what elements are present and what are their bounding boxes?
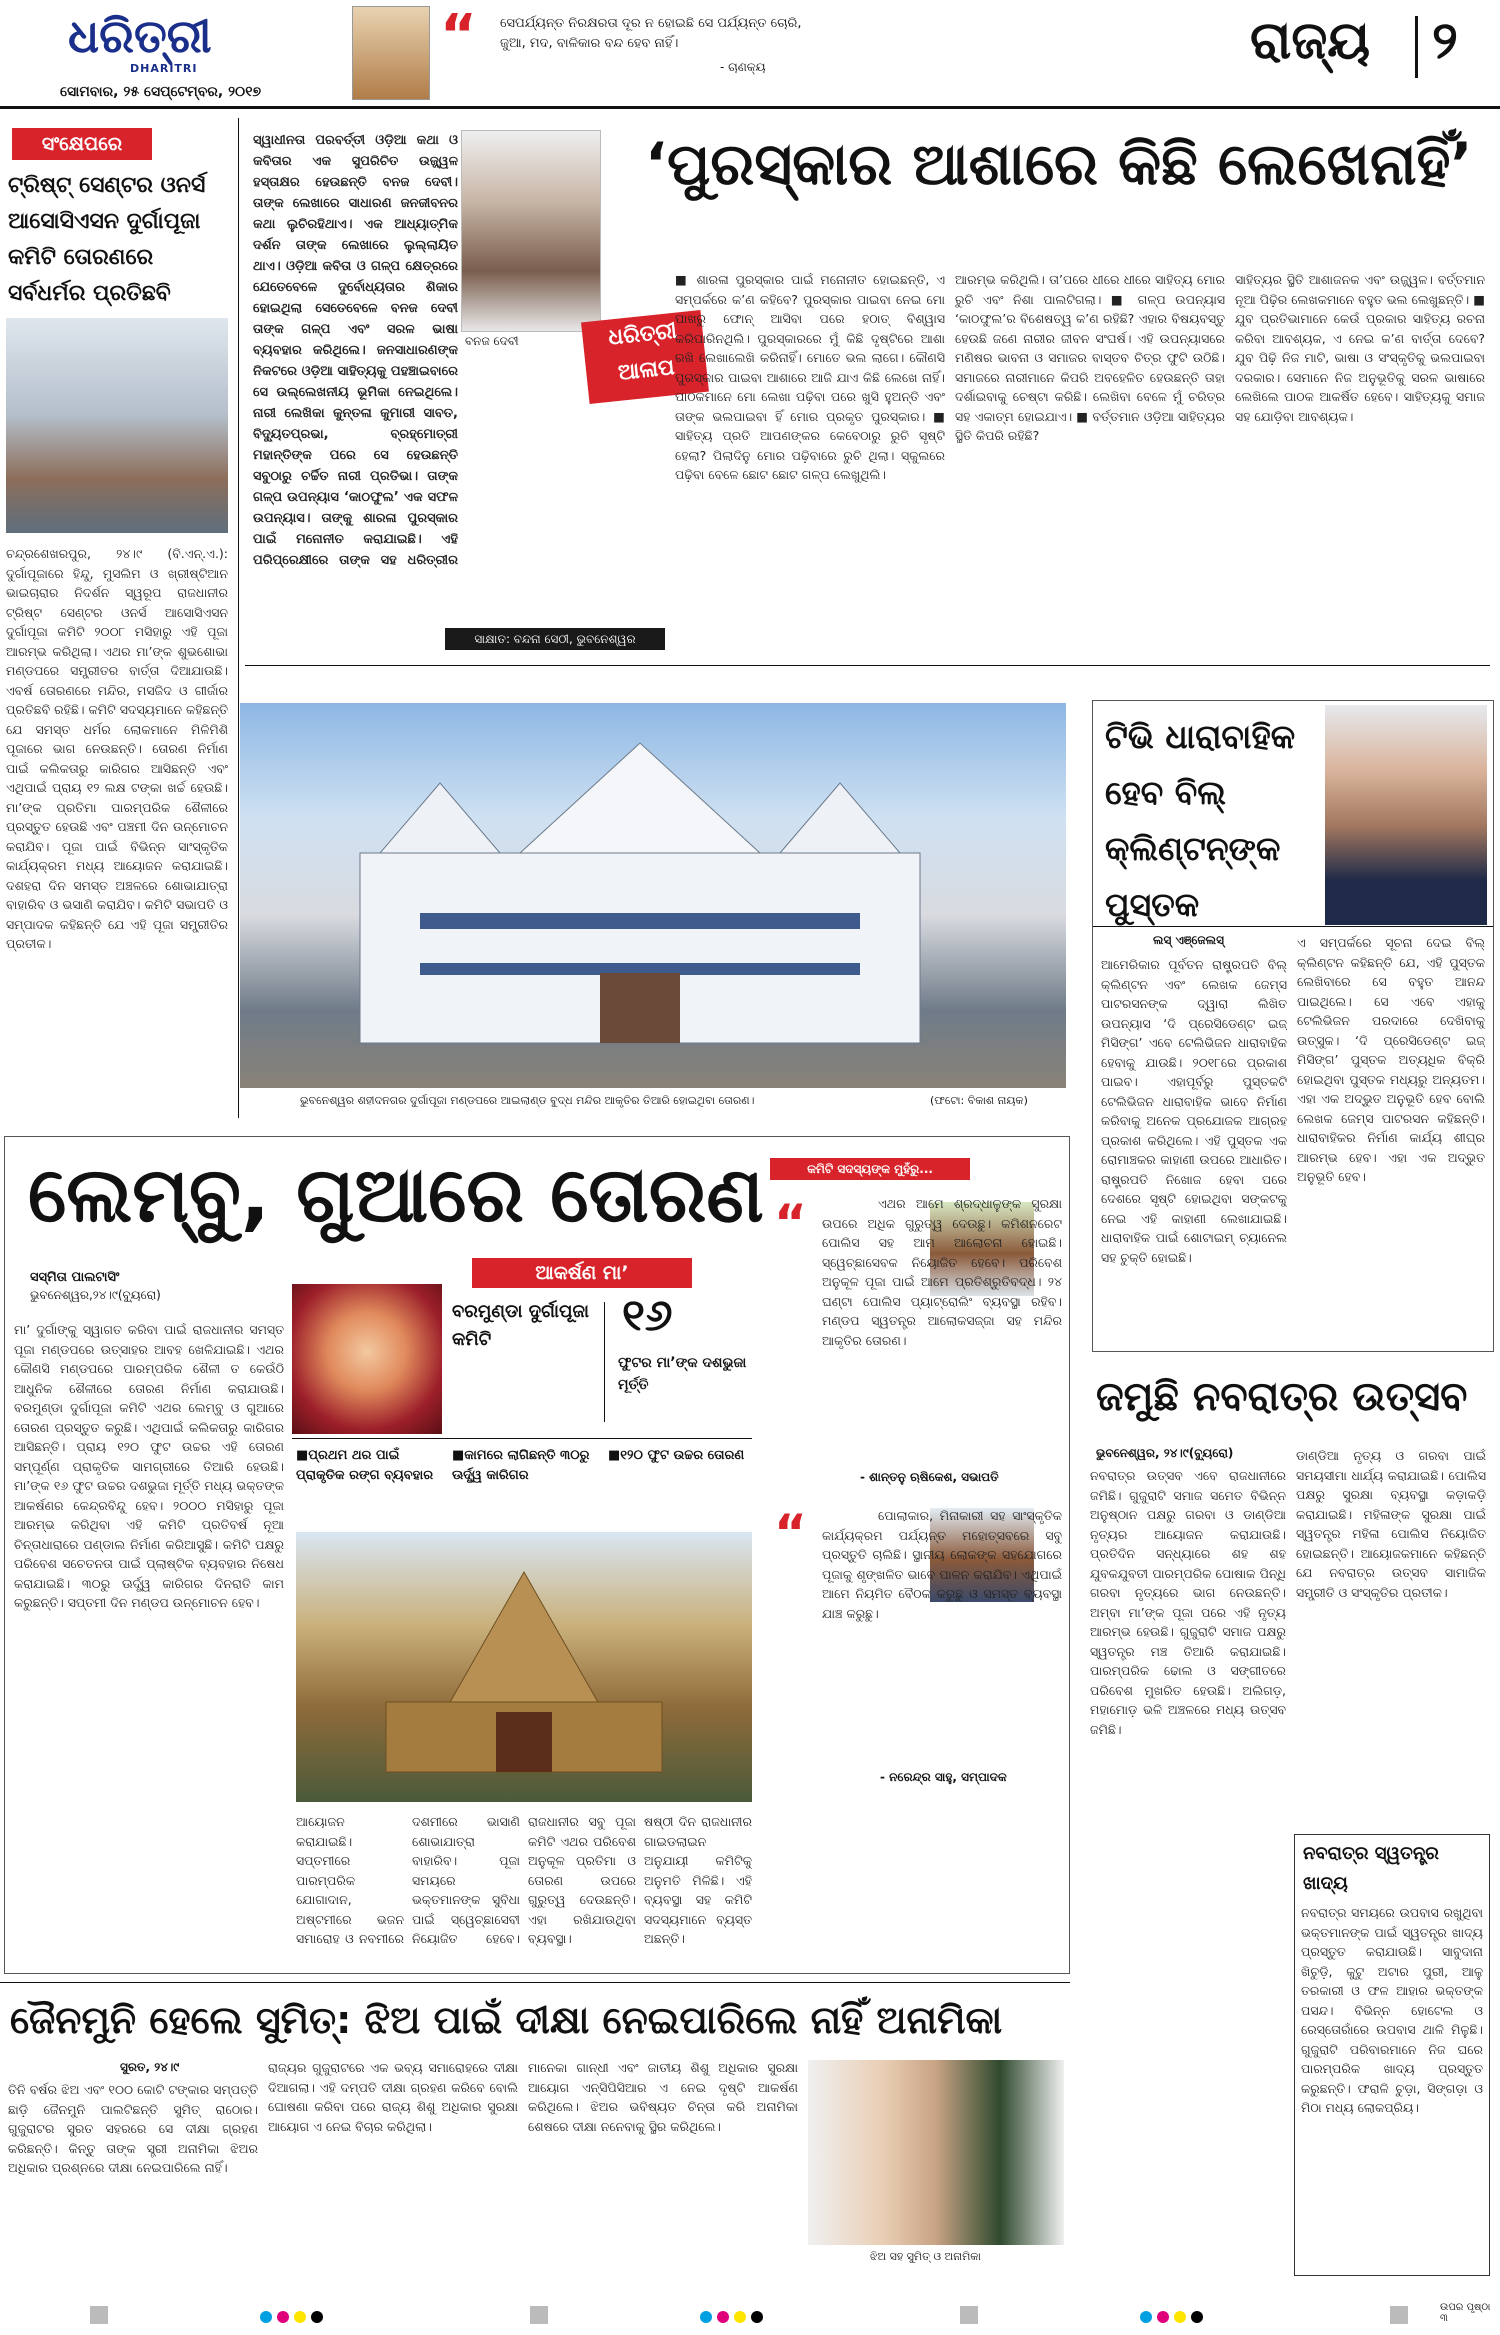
navratri-article [1078, 1362, 1492, 2282]
jain-col1: ତିନି ବର୍ଷର ଝିଅ ଏବଂ ୧୦୦ କୋଟି ଟଙ୍କାର ସମ୍ପତ୍ତି ଛାଡ଼ି ଜୈନମୁନି ପାଲଟିଛନ୍ତି ସୁମିତ୍ ରାଠୋର। ଗୁଜୁରାଟର ସୁରତ ସହରରେ ସେ ଦୀକ୍ଷା ଗ୍ରହଣ କରିଛନ୍ତି। କିନ୍ତୁ ତାଙ୍କ ସ୍ତ୍ରୀ ଅନାମିକା ଝିଅର ଅଧିକାର ପ୍ରଶ୍ନରେ ଦୀକ୍ଷା ନେଇପାରିଲେ ନାହିଁ। [8, 2082, 258, 2175]
black-dot-icon [1191, 2311, 1203, 2323]
quote-author: - ଚାଣକ୍ୟ [720, 60, 766, 74]
torana-subcol4: ଷଷ୍ଠୀ ଦିନ ରାଜଧାନୀର ଗାଇଡଲାଇନ ଅନୁଯାୟୀ କମିଟିକୁ ଅନୁମତି ମିଳିଛି। ଏହି ବ୍ୟବସ୍ଥା ସହ କମିଟି ସଦସ୍ୟମାନେ ବ୍ୟସ୍ତ ଅଛନ୍ତି। [644, 1814, 752, 1946]
members-header: କମିଟି ସଦସ୍ୟଙ୍କ ମୁହଁରୁ... [770, 1158, 970, 1180]
color-bar-3 [1140, 2308, 1203, 2327]
attraction-fact3: ■୧୨୦ ଫୁଟ ଉଚ୍ଚର ତୋରଣ [608, 1448, 745, 1463]
attraction-committee: ବରମୁଣ୍ଡା ଦୁର୍ଗାପୂଜା କମିଟି [452, 1301, 590, 1350]
cyan-dot-icon [1140, 2311, 1152, 2323]
jain-photo [808, 2060, 1064, 2245]
attraction-number-desc: ଫୁଟର ମା’ଙ୍କ ଦଶଭୁଜା ମୂର୍ତ୍ତି [618, 1355, 747, 1393]
badge-line2: ଆଳାପ [617, 355, 676, 386]
masthead-rule [0, 106, 1500, 109]
masthead [0, 0, 1500, 108]
pandal-illustration [240, 703, 1066, 1088]
torana-body: ମା’ ଦୁର୍ଗାଙ୍କୁ ସ୍ୱାଗତ କରିବା ପାଇଁ ରାଜଧାନୀର ସମସ୍ତ ପୂଜା ମଣ୍ଡପରେ ଉତ୍ସାହର ଆବହ ଖେଳିଯାଇଛି। ଏଥର କୌଣସି ମଣ୍ଡପରେ ପାରମ୍ପରିକ ଶୈଳୀ ତ କେଉଁଠି ଆଧୁନିକ ଶୈଳୀରେ ତୋରଣ ନିର୍ମାଣ କରାଯାଉଛି। ବରମୁଣ୍ଡା ଦୁର୍ଗାପୂଜା କମିଟି ଏଥର ଲେମ୍ବୁ ଓ ଗୁଆରେ ତୋରଣ ପ୍ରସ୍ତୁତ କରୁଛି। ଏଥିପାଇଁ କଲିକତାରୁ କାରିଗର ଆସିଛନ୍ତି। ପ୍ରାୟ ୧୨୦ ଫୁଟ ଉଚ୍ଚର ଏହି ତୋରଣ ସମ୍ପୂର୍ଣ୍ଣ ପ୍ରାକୃତିକ ସାମଗ୍ରୀରେ ତିଆରି ହେଉଛି। ମା’ଙ୍କ ୧୬ ଫୁଟ ଉଚ୍ଚର ଦଶଭୁଜା ମୂର୍ତ୍ତି ମଧ୍ୟ ଭକ୍ତଙ୍କ ଆକର୍ଷଣର କେନ୍ଦ୍ରବିନ୍ଦୁ ହେବ। ୨୦୦୦ ମସିହାରୁ ପୂଜା ଆରମ୍ଭ କରିଥିବା ଏହି କମିଟି ପ୍ରତିବର୍ଷ ନୂଆ ଚିନ୍ତାଧାରାରେ ପଣ୍ଡାଲ ନିର୍ମାଣ କରିଆସୁଛି। କମିଟି ପକ୍ଷରୁ ପରିବେଶ ସଚେତନତା ପାଇଁ ପ୍ଲାଷ୍ଟିକ ବ୍ୟବହାର ନିଷେଧ କରାଯାଇଛି। ୩୦ରୁ ଊର୍ଦ୍ଧ୍ୱ କାରିଗର ଦିନରାତି କାମ କରୁଛନ୍ତି। ସପ୍ତମୀ ଦିନ ମଣ୍ଡପ ଉନ୍ମୋଚନ ହେବ। [14, 1322, 284, 1610]
logo: ଧରିତ୍ରୀ [68, 9, 212, 63]
brief-headline: ଟ୍ରିଷ୍ଟ୍ ସେଣ୍ଟର ଓନର୍ସ ଆସୋସିଏସନ ଦୁର୍ଗାପୂଜା କମିଟି ତୋରଣରେ ସର୍ବଧର୍ମର ପ୍ରତିଛବି [8, 173, 206, 306]
attraction-header: ଆକର୍ଷଣ ମା’ [472, 1258, 692, 1288]
magenta-dot-icon [277, 2311, 289, 2323]
navratri-headline: ଜମୁଛି ନବରାତ୍ର ଉତ୍ସବ [1096, 1374, 1468, 1420]
navratri-dateline: ଭୁବନେଶ୍ୱର, ୨୪।୯(ବ୍ୟୁରୋ) [1096, 1446, 1234, 1460]
brief-label: ସଂକ୍ଷେପରେ [12, 128, 152, 160]
torana-border [4, 1136, 1070, 1974]
section-divider [1415, 16, 1418, 78]
print-mark-3 [960, 2306, 978, 2324]
pandal-photo-credit: (ଫଟୋ: ବିକାଶ ନାୟକ) [930, 1094, 1028, 1107]
black-dot-icon [311, 2311, 323, 2323]
clinton-rule [1093, 926, 1493, 927]
torana-subcol3: ରାଜଧାନୀର ସବୁ ପୂଜା କମିଟି ଏଥର ପରିବେଶ ଅନୁକୂଳ ପ୍ରତିମା ଓ ତୋରଣ ଉପରେ ଗୁରୁତ୍ୱ ଦେଉଛନ୍ତି। ଏହା ରଖିଯାଉଥିବା ବ୍ୟବସ୍ଥା। [528, 1814, 636, 1946]
clinton-article [1092, 700, 1494, 1352]
color-bar-2 [700, 2308, 763, 2327]
clinton-dateline: ଲସ୍ ଏଞ୍ଜେଲସ୍ [1153, 933, 1224, 947]
jain-photo-caption: ଝିଅ ସହ ସୁମିତ୍ ଓ ଅନାମିକା [870, 2250, 981, 2263]
attraction-number: ୧୬ [622, 1290, 673, 1341]
interview-intro: ସ୍ୱାଧୀନତା ପରବର୍ତ୍ତୀ ଓଡ଼ିଆ କଥା ଓ କବିତାର ଏକ ସୁପରିଚିତ ଉଜ୍ଜ୍ୱଳ ହସ୍ତାକ୍ଷର ହେଉଛନ୍ତି ବନଜ ଦେବୀ। ତାଙ୍କ ଲେଖାରେ ସାଧାରଣ ଜନଜୀବନର କଥା ଲୁଚିରହିଥାଏ। ଏକ ଆଧ୍ୟାତ୍ମିକ ଦର୍ଶନ ତାଙ୍କ ଲେଖାରେ ଲୁଲ୍ଲାୟିତ ଥାଏ। ଓଡ଼ିଆ କବିତା ଓ ଗଳ୍ପ କ୍ଷେତ୍ରରେ ଯେତେବେଳେ ଦୁର୍ବୋଧ୍ୟତାର ଶିକାର ହୋଇଥିଲା ସେତେବେଳେ ବନଜ ଦେବୀ ତାଙ୍କ ଗଳ୍ପ ଏବଂ ସରଳ ଭାଷା ବ୍ୟବହାର କରିଥିଲେ। ଜନସାଧାରଣଙ୍କ ନିକଟରେ ଓଡ଼ିଆ ସାହିତ୍ୟକୁ ପହଞ୍ଚାଇବାରେ ସେ ଉଲ୍ଲେଖନୀୟ ଭୂମିକା ନେଇଥିଲେ। ନାରୀ ଲେଖିକା କୁନ୍ତଳା କୁମାରୀ ସାବତ, ବିଦ୍ୟୁତପ୍ରଭା, ବ୍ରହ୍ମୋତ୍ରୀ ମହାନ୍ତିଙ୍କ ପରେ ସେ ହେଉଛନ୍ତି ସବୁଠାରୁ ଚର୍ଚ୍ଚିତ ନାରୀ ପ୍ରତିଭା। ତାଙ୍କ ଗଳ୍ପ ଉପନ୍ୟାସ ‘କାଠଫୁଲ’ ଏକ ସଫଳ ଉପନ୍ୟାସ। ତାଙ୍କୁ ଶାରଳା ପୁରସ୍କାର ପାଇଁ ମନୋନୀତ କରାଯାଇଛି। ଏହି ପରିପ୍ରେକ୍ଷୀରେ ତାଙ୍କ ସହ ଧରିତ୍ରୀର [253, 133, 458, 568]
torana-byline: ସସ୍ମିତା ପାଲଟାସିଂ [30, 1270, 120, 1285]
navratri-col2: ଡାଣ୍ଡିଆ ନୃତ୍ୟ ଓ ଗରବା ପାଇଁ ସମୟସୀମା ଧାର୍ଯ୍ୟ କରାଯାଇଛି। ପୋଲିସ ପକ୍ଷରୁ ସୁରକ୍ଷା ବ୍ୟବସ୍ଥା କଡ଼ାକଡ଼ି କରାଯାଇଛି। ମହିଳାଙ୍କ ସୁରକ୍ଷା ପାଇଁ ସ୍ୱତନ୍ତ୍ର ମହିଳା ପୋଲିସ ନିୟୋଜିତ ହୋଇଛନ୍ତି। ଆୟୋଜକମାନେ କହିଛନ୍ତି ଯେ ନବରାତ୍ର ଉତ୍ସବ ସାମାଜିକ ସମ୍ପ୍ରୀତି ଓ ସଂସ୍କୃତିର ପ୍ରତୀକ। [1296, 1448, 1486, 1600]
member-quote1: ଏଥର ଆମେ ଶ୍ରଦ୍ଧାଳୁଙ୍କ ସୁରକ୍ଷା ଉପରେ ଅଧିକ ଗୁରୁତ୍ୱ ଦେଉଛୁ। କମିଶନରେଟ ପୋଲିସ ସହ ଆମ ଆଲୋଚନା ହୋଇଛି। ସ୍ୱେଚ୍ଛାସେବକ ନିୟୋଜିତ ହେବେ। ପରିବେଶ ଅନୁକୂଳ ପୂଜା ପାଇଁ ଆମେ ପ୍ରତିଶ୍ରୁତିବଦ୍ଧ। ୨୪ ଘଣ୍ଟା ପୋଲିସ ପ୍ୟାଟ୍ରୋଲିଂ ବ୍ୟବସ୍ଥା ରହିବ। ମଣ୍ଡପ ସ୍ୱତନ୍ତ୍ର ଆଲୋକସଜ୍ଜା ସହ ମନ୍ଦିର ଆକୃତିର ତୋରଣ। [822, 1196, 1062, 1348]
jain-article [0, 1988, 1070, 2288]
navratri-food-box [1294, 1834, 1490, 2276]
yellow-dot-icon [294, 2311, 306, 2323]
author-photo-caption: ବନଜ ଦେବୀ [465, 334, 519, 348]
magenta-dot-icon [1157, 2311, 1169, 2323]
clinton-col1: ଆମେରିକାର ପୂର୍ବତନ ରାଷ୍ଟ୍ରପତି ବିଲ୍ କ୍ଲିଣ୍ଟନ ଏବଂ ଲେଖକ ଜେମ୍ସ ପାଟରସନଙ୍କ ଦ୍ୱାରା ଲିଖିତ ଉପନ୍ୟାସ ‘ଦି ପ୍ରେସିଡେଣ୍ଟ ଇଜ୍ ମିସିଙ୍ଗ’ ଏବେ ଟେଲିଭିଜନ ଧାରାବାହିକ ହେବାକୁ ଯାଉଛି। ୨୦୧୮ରେ ପ୍ରକାଶ ପାଇବ। ଏହାପୂର୍ବରୁ ପୁସ୍ତକଟି ଟେଲିଭିଜନ ଧାରାବାହିକ ଭାବେ ନିର୍ମାଣ କରିବାକୁ ଅନେକ ପ୍ରଯୋଜକ ଆଗ୍ରହ ପ୍ରକାଶ କରିଥିଲେ। ଏହି ପୁସ୍ତକ ଏକ ରୋମାଞ୍ଚକର କାହାଣୀ ଉପରେ ଆଧାରିତ। ରାଷ୍ଟ୍ରପତି ନିଖୋଜ ହେବା ପରେ ଦେଶରେ ସୃଷ୍ଟି ହୋଇଥିବା ସଙ୍କଟକୁ ନେଇ ଏହି କାହାଣୀ ଲେଖାଯାଇଛି। ଧାରାବାହିକ ପାଇଁ ଶୋଟାଇମ୍ ଚ୍ୟାନେଲ ସହ ଚୁକ୍ତି ହୋଇଛି। [1101, 957, 1287, 1265]
jain-top-rule [0, 1982, 1070, 1983]
torana-headline: ଲେମ୍ବୁ, ଗୁଆରେ ତୋରଣ [28, 1150, 764, 1239]
footer [0, 2300, 1500, 2335]
black-dot-icon [751, 2311, 763, 2323]
clinton-col2: ଏ ସମ୍ପର୍କରେ ସୂଚନା ଦେଇ ବିଲ୍ କ୍ଲିଣ୍ଟନ କହିଛନ୍ତି ଯେ, ଏହି ପୁସ୍ତକ ଲେଖିବାରେ ସେ ବହୁତ ଆନନ୍ଦ ପାଇଥିଲେ। ସେ ଏବେ ଏହାକୁ ଟେଲିଭିଜନ ପରଦାରେ ଦେଖିବାକୁ ଉତ୍ସୁକ। ‘ଦି ପ୍ରେସିଡେଣ୍ଟ ଇଜ୍ ମିସିଙ୍ଗ’ ପୁସ୍ତକ ଅତ୍ୟଧିକ ବିକ୍ରି ହୋଇଥିବା ପୁସ୍ତକ ମଧ୍ୟରୁ ଅନ୍ୟତମ। ଏହା ଏକ ଅଦ୍ଭୁତ ଅନୁଭୂତି ହେବ ବୋଲି ଲେଖକ ଜେମ୍ସ ପାଟରସନ କହିଛନ୍ତି। ଧାରାବାହିକର ନିର୍ମାଣ କାର୍ଯ୍ୟ ଶୀଘ୍ର ଆରମ୍ଭ ହେବ। ଏହା ଏକ ଅଦ୍ଭୁତ ଅନୁଭୂତି ହେବ। [1297, 935, 1485, 1184]
page-number: ୨ [1432, 11, 1458, 71]
brief-column [0, 120, 232, 1120]
clinton-photo [1325, 705, 1487, 925]
clinton-headline: ଟିଭି ଧାରାବାହିକ ହେବ ବିଲ୍ କ୍ଲିଣ୍ଟନ୍‌ଙ୍କ ପୁସ୍ତକ [1105, 717, 1296, 924]
logo-sub: DHARITRI [130, 62, 198, 75]
chanakya-portrait [352, 6, 430, 100]
interview-col3: ସାହିତ୍ୟର ସ୍ଥିତି ଆଶାଜନକ ଏବଂ ଉଜ୍ଜ୍ୱଳ। ବର୍ତ୍ତମାନ ନୂଆ ପିଢ଼ିର ଲେଖକମାନେ ବହୁତ ଭଲ ଲେଖୁଛନ୍ତି। ■ ଯୁବ ପ୍ରତିଭାମାନେ କେଉଁ ପ୍ରକାର ସାହିତ୍ୟ ରଚନା କରିବା ଆବଶ୍ୟକ, ଏ ନେଇ କ’ଣ ବାର୍ତ୍ତା ଦେବେ? ଯୁବ ପିଢ଼ି ନିଜ ମାଟି, ଭାଷା ଓ ସଂସ୍କୃତିକୁ ଭଲପାଇବା ଦରକାର। ସେମାନେ ନିଜ ଅନୁଭୂତିକୁ ସରଳ ଭାଷାରେ ଲେଖିଲେ ପାଠକ ଆକର୍ଷିତ ହେବେ। ସାହିତ୍ୟକୁ ସମାଜ ସହ ଯୋଡ଼ିବା ଆବଶ୍ୟକ। [1235, 272, 1485, 424]
print-mark-1 [90, 2306, 108, 2324]
member-sig2: - ନରେନ୍ଦ୍ର ସାହୁ, ସମ୍ପାଦକ [880, 1770, 1007, 1784]
interview-headline: ‘ପୁରସ୍କାର ଆଶାରେ କିଛି ଲେଖେନାହିଁ’ [645, 130, 1473, 198]
brief-photo [6, 318, 228, 533]
interview-bottom-rule [245, 665, 1490, 666]
interview-col1: ■ ଶାରଳା ପୁରସ୍କାର ପାଇଁ ମନୋନୀତ ହୋଇଛନ୍ତି, ଏ ସମ୍ପର୍କରେ କ’ଣ କହିବେ? ପୁରସ୍କାର ପାଇବା ନେଇ ମୋ ପାଖରୁ ଫୋନ୍ ଆସିବା ପରେ ହଠାତ୍ ବିଶ୍ୱାସ କରିପାରିନଥିଲି। ପୁରସ୍କାରରେ ମୁଁ କିଛି ଦୃଷ୍ଟିରେ ଆଶା ରଖି ଲେଖାଲେଖି କରିନାହିଁ। ମୋତେ ଭଲ ଲାଗେ। କୌଣସି ପୁରସ୍କାର ପାଇବା ଆଶାରେ ଆଜି ଯାଏ କିଛି ଲେଖେ ନାହିଁ। ପାଠକମାନେ ମୋ ଲେଖା ପଢ଼ିବା ପରେ ଖୁସି ହୁଅନ୍ତି ଏବଂ ତାଙ୍କ ଭଲପାଇବା ହିଁ ମୋର ପ୍ରକୃତ ପୁରସ୍କାର। ■ ସାହିତ୍ୟ ପ୍ରତି ଆପଣଙ୍କର କେବେଠାରୁ ରୁଚି ସୃଷ୍ଟି ହେଲା? ପିଲାଦିନୁ ମୋର ପଢ଼ିବାରେ ରୁଚି ଥିଲା। ସ୍କୁଲରେ ପଢ଼ିବା ବେଳେ ଛୋଟ ଛୋଟ ଗଳ୍ପ ଲେଖୁଥିଲି। [675, 272, 945, 482]
yellow-dot-icon [1174, 2311, 1186, 2323]
torana-subcol2: ଦଶମୀରେ ଭାସାଣି ଶୋଭାଯାତ୍ରା ବାହାରିବ। ପୂଜା ସମୟରେ ଭକ୍ତମାନଙ୍କ ସୁବିଧା ପାଇଁ ସ୍ୱେଚ୍ଛାସେବୀ ନିୟୋଜିତ ହେବେ। [412, 1814, 520, 1946]
masthead-quote: ସେପର୍ଯ୍ୟନ୍ତ ନିରକ୍ଷରତା ଦୂର ନ ହୋଇଛି ସେ ପର୍ଯ୍ୟନ୍ତ ଚୋରି, ଜୁଆ, ମଦ, ବାଳିକାର ବନ୍ଦ ହେବ ନାହିଁ। [500, 16, 802, 51]
quote2-mark-icon: “ [774, 1504, 807, 1562]
print-mark-2 [530, 2306, 548, 2324]
member-quote2: ପୋଲାକାର, ମିନାକାରୀ ସହ ସାଂସ୍କୃତିକ କାର୍ଯ୍ୟକ୍ରମ ପର୍ଯ୍ୟନ୍ତ ମହୋତ୍ସବରେ ସବୁ ପ୍ରସ୍ତୁତି ଚାଲିଛି। ସ୍ଥାନୀୟ ଲୋକଙ୍କ ସହଯୋଗରେ ପୂଜାକୁ ଶୃଙ୍ଖଳିତ ଭାବେ ପାଳନ କରାଯିବ। ଏଥିପାଇଁ ଆମେ ନିୟମିତ ବୈଠକ କରୁଛୁ ଓ ସମସ୍ତ ବ୍ୟବସ୍ଥା ଯାଞ୍ଚ କରୁଛୁ। [822, 1508, 1062, 1621]
torana-dateline: ଭୁବନେଶ୍ୱର,୨୪।୯(ବ୍ୟୁରୋ) [30, 1288, 161, 1302]
author-photo [461, 130, 601, 332]
color-bar-1 [260, 2308, 323, 2327]
section-name: ରାଜ୍ୟ [1250, 11, 1371, 71]
jain-col3: ମାନେକା ଗାନ୍ଧୀ ଏବଂ ଜାତୀୟ ଶିଶୁ ଅଧିକାର ସୁରକ୍ଷା ଆୟୋଗ ଏନ୍‌ସିପିସିଆର ଏ ନେଇ ଦୃଷ୍ଟି ଆକର୍ଷଣ କରିଥିଲେ। ଝିଅର ଭବିଷ୍ୟତ ଚିନ୍ତା କରି ଅନାମିକା ଶେଷରେ ଦୀକ୍ଷା ନନେବାକୁ ସ୍ଥିର କରିଥିଲେ। [528, 2060, 798, 2134]
cyan-dot-icon [260, 2311, 272, 2323]
interview-col2: ଆରମ୍ଭ କରିଥିଲି। ତା’ପରେ ଧୀରେ ଧୀରେ ସାହିତ୍ୟ ମୋର ରୁଚି ଏବଂ ନିଶା ପାଲଟିଗଲା। ■ ଗଳ୍ପ ଉପନ୍ୟାସ ‘କାଠଫୁଲ’ର ବିଶେଷତ୍ୱ କ’ଣ ରହିଛି? ଏହାର ବିଷୟବସ୍ତୁ ହେଉଛି ଜଣେ ନାରୀର ଜୀବନ ସଂଘର୍ଷ। ଏହି ଉପନ୍ୟାସରେ ମଣିଷର ଭାବନା ଓ ସମାଜର ବାସ୍ତବ ଚିତ୍ର ଫୁଟି ଉଠିଛି। ସମାଜରେ ନାରୀମାନେ କିପରି ଅବହେଳିତ ହେଉଛନ୍ତି ତାହା ଦର୍ଶାଇବାକୁ ଚେଷ୍ଟା କରିଛି। ଲେଖିବା ବେଳେ ମୁଁ ଚରିତ୍ର ସହ ଏକାତ୍ମ ହୋଇଯାଏ। ■ ବର୍ତ୍ତମାନ ଓଡ଼ିଆ ସାହିତ୍ୟର ସ୍ଥିତି କିପରି ରହିଛି? [955, 272, 1225, 443]
pandal-photo [240, 703, 1066, 1088]
interview-article [245, 118, 1490, 663]
brief-body: ଚନ୍ଦ୍ରଶେଖରପୁର, ୨୪।୯ (ବି.ଏନ୍.ଏ.): ଦୁର୍ଗାପୂଜାରେ ହିନ୍ଦୁ, ମୁସଲିମ ଓ ଖ୍ରୀଷ୍ଟିଆନ ଭାଇଚାରାର ନିଦର୍ଶନ ସ୍ୱରୂପ ରାଜଧାନୀର ଟ୍ରିଷ୍ଟ ସେଣ୍ଟର ଓନର୍ସ ଆସୋସିଏସନ ଦୁର୍ଗାପୂଜା କମିଟି ୨୦୦୮ ମସିହାରୁ ଏହି ପୂଜା ଆରମ୍ଭ କରିଥିଲା। ଏଥର ମା’ଙ୍କ ଶୁଭଶୋଭା ମଣ୍ଡପରେ ସମ୍ପ୍ରୀତର ବାର୍ତ୍ତା ଦିଆଯାଉଛି। ଏବର୍ଷ ତୋରଣରେ ମନ୍ଦିର, ମସଜିଦ ଓ ଗୀର୍ଜାର ପ୍ରତିଛବି ରହିଛି। କମିଟି ସଦସ୍ୟମାନେ କହିଛନ୍ତି ଯେ ସମସ୍ତ ଧର୍ମର ଲୋକମାନେ ମିଳିମିଶି ପୂଜାରେ ଭାଗ ନେଉଛନ୍ତି। ତୋରଣ ନିର୍ମାଣ ପାଇଁ କଲିକତାରୁ କାରିଗର ଆସିଛନ୍ତି ଏବଂ ଏଥିପାଇଁ ପ୍ରାୟ ୧୨ ଲକ୍ଷ ଟଙ୍କା ଖର୍ଚ୍ଚ ହେଉଛି। ମା’ଙ୍କ ପ୍ରତିମା ପାରମ୍ପରିକ ଶୈଳୀରେ ପ୍ରସ୍ତୁତ ହେଉଛି ଏବଂ ପଞ୍ଚମୀ ଦିନ ଉନ୍ମୋଚନ କରାଯିବ। ପୂଜା ପାଇଁ ବିଭିନ୍ନ ସାଂସ୍କୃତିକ କାର୍ଯ୍ୟକ୍ରମ ମଧ୍ୟ ଆୟୋଜନ କରାଯାଇଛି। ଦଶହରା ଦିନ ସମସ୍ତ ଅଞ୍ଚଳରେ ଶୋଭାଯାତ୍ରା ବାହାରିବ ଓ ଭସାଣି କରାଯିବ। କମିଟି ସଭାପତି ଓ ସମ୍ପାଦକ କହିଛନ୍ତି ଯେ ଏହି ପୂଜା ସମ୍ପ୍ରୀତିର ପ୍ରତୀକ। [6, 546, 228, 951]
torana-subcol1: ଆୟୋଜନ କରାଯାଇଛି। ସପ୍ତମୀରେ ପାରମ୍ପରିକ ଯୋଗାଦାନ, ଅଷ୍ଟମୀରେ ଭଜନ ସମାରୋହ ଓ ନବମୀରେ [296, 1814, 404, 1946]
yellow-dot-icon [734, 2311, 746, 2323]
food-box-title: ନବରାତ୍ର ସ୍ୱତନ୍ତ୍ର ଖାଦ୍ୟ [1303, 1843, 1439, 1894]
quote-mark-icon: “ [440, 3, 477, 68]
interview-credit: ସାକ୍ଷାତ: ବନ୍ଦନା ସେଠୀ, ଭୁବନେଶ୍ୱର [445, 628, 665, 650]
jain-dateline: ସୁରତ, ୨୪।୯ [120, 2060, 180, 2074]
page-mark: ଉପର ପୃଷ୍ଠା ୩ [1440, 2302, 1491, 2324]
attraction-fact2: ■କାମରେ ଲାଗିଛନ୍ତି ୩୦ରୁ ଊର୍ଦ୍ଧ୍ୱ କାରିଗର [452, 1448, 590, 1483]
magenta-dot-icon [717, 2311, 729, 2323]
jain-headline: ଜୈନମୁନି ହେଲେ ସୁମିତ୍: ଝିଅ ପାଇଁ ଦୀକ୍ଷା ନେଇପାରିଲେ ନାହିଁ ଅନାମିକା [10, 1998, 1003, 2042]
member-sig1: - ଶାନ୍ତନୁ ଋଷିକେଶ, ସଭାପତି [860, 1470, 999, 1484]
print-mark-4 [1390, 2306, 1408, 2324]
cyan-dot-icon [700, 2311, 712, 2323]
masthead-date: ସୋମବାର, ୨୫ ସେପ୍ଟେମ୍ବର, ୨୦୧୭ [60, 84, 262, 100]
food-box-body: ନବରାତ୍ର ସମୟରେ ଉପବାସ ରଖୁଥିବା ଭକ୍ତମାନଙ୍କ ପାଇଁ ସ୍ୱତନ୍ତ୍ର ଖାଦ୍ୟ ପ୍ରସ୍ତୁତ କରାଯାଉଛି। ସାବୁଦାନା ଖିଚୁଡ଼ି, କୁଟୁ ଅଟାର ପୁରୀ, ଆଳୁ ତରକାରୀ ଓ ଫଳ ଆହାର ଭକ୍ତଙ୍କ ପସନ୍ଦ। ବିଭିନ୍ନ ହୋଟେଲ ଓ ରେସ୍ତୋରାଁରେ ଉପବାସ ଥାଳି ମିଳୁଛି। ଗୁଜୁରାଟି ପରିବାରମାନେ ନିଜ ଘରେ ପାରମ୍ପରିକ ଖାଦ୍ୟ ପ୍ରସ୍ତୁତ କରୁଛନ୍ତି। ଫରାଳି ଚୁଡ଼ା, ସିଙ୍ଗଡ଼ା ଓ ମିଠା ମଧ୍ୟ ଲୋକପ୍ରିୟ। [1301, 1905, 1483, 2115]
brief-divider [238, 118, 239, 1118]
quote1-mark-icon: “ [774, 1194, 807, 1252]
badge-line1: ଧରିତ୍ରୀ [607, 318, 679, 351]
jain-col2: ରାଜ୍ୟର ଗୁଜୁରାଟରେ ଏକ ଭବ୍ୟ ସମାରୋହରେ ଦୀକ୍ଷା ଦିଆଗଲା। ଏହି ଦମ୍ପତି ଦୀକ୍ଷା ଗ୍ରହଣ କରିବେ ବୋଲି ଘୋଷଣା କରିବା ପରେ ରାଜ୍ୟ ଶିଶୁ ଅଧିକାର ସୁରକ୍ଷା ଆୟୋଗ ଏ ନେଇ ବିଚାର କରିଥିଲା। [268, 2060, 518, 2134]
navratri-col1: ନବରାତ୍ର ଉତ୍ସବ ଏବେ ରାଜଧାନୀରେ ଜମିଛି। ଗୁଜୁରାଟି ସମାଜ ସମେତ ବିଭିନ୍ନ ଅନୁଷ୍ଠାନ ପକ୍ଷରୁ ଗରବା ଓ ଡାଣ୍ଡିଆ ନୃତ୍ୟର ଆୟୋଜନ କରାଯାଉଛି। ପ୍ରତିଦିନ ସନ୍ଧ୍ୟାରେ ଶହ ଶହ ଯୁବକଯୁବତୀ ପାରମ୍ପରିକ ପୋଷାକ ପିନ୍ଧି ଗରବା ନୃତ୍ୟରେ ଭାଗ ନେଉଛନ୍ତି। ଅମ୍ବା ମା’ଙ୍କ ପୂଜା ପରେ ଏହି ନୃତ୍ୟ ଆରମ୍ଭ ହେଉଛି। ଗୁଜୁରାଟି ସମାଜ ପକ୍ଷରୁ ସ୍ୱତନ୍ତ୍ର ମଞ୍ଚ ତିଆରି କରାଯାଇଛି। ପାରମ୍ପରିକ ଢୋଲ ଓ ସଙ୍ଗୀତରେ ପରିବେଶ ମୁଖରିତ ହେଉଛି। ଅଲିଗଡ଼, ମହାମୋଡ଼ ଭଳି ଅଞ୍ଚଳରେ ମଧ୍ୟ ଉତ୍ସବ ଜମିଛି। [1090, 1468, 1286, 1737]
pandal-photo-caption: ଭୁବନେଶ୍ୱର ଶହୀଦନଗର ଦୁର୍ଗାପୂଜା ମଣ୍ଡପରେ ଆଇଲାଣ୍ଡ ବୁଦ୍ଧ ମନ୍ଦିର ଆକୃତିର ତିଆରି ହୋଇଥିବା ତୋରଣ। [300, 1094, 755, 1107]
attraction-fact1: ■ପ୍ରଥମ ଥର ପାଇଁ ପ୍ରାକୃତିକ ରଙ୍ଗ ବ୍ୟବହାର [296, 1448, 434, 1483]
